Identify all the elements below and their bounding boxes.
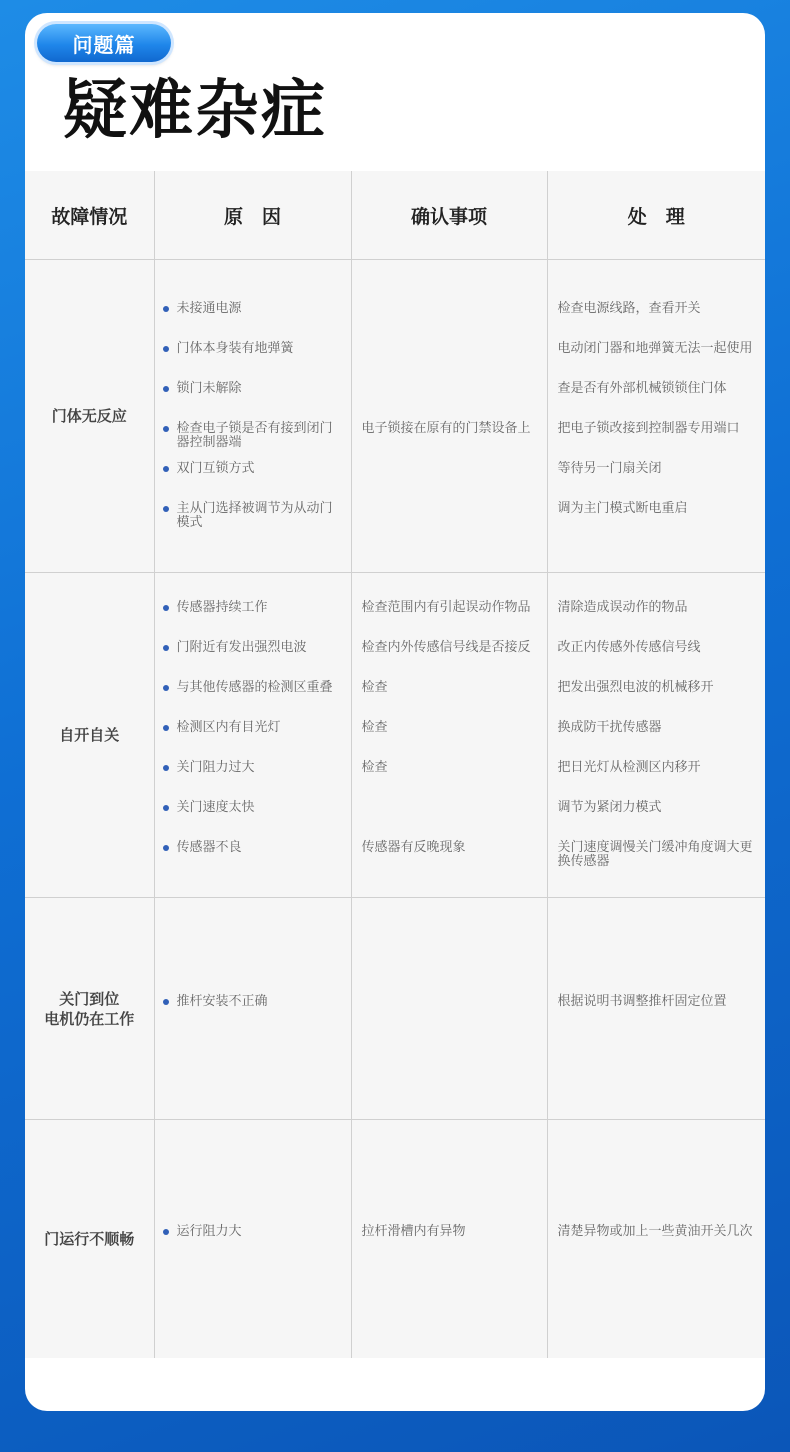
- page-title: 疑难杂症: [63, 74, 327, 148]
- fault-label: 电机仍在工作: [44, 1009, 135, 1028]
- bullet-icon: [163, 645, 169, 651]
- check-item: [362, 502, 541, 530]
- check-item: [362, 462, 541, 490]
- check-item: 检查: [361, 760, 388, 775]
- bullet-icon: [163, 426, 169, 432]
- cause-cell: [154, 260, 351, 573]
- bullet-icon: [163, 466, 169, 472]
- action-item: 检查电源线路，查看开关: [557, 301, 701, 316]
- cause-item: 传感器持续工作: [163, 601, 345, 629]
- action-item: 根据说明书调整推杆固定位置: [557, 993, 727, 1009]
- troubleshooting-table: [25, 171, 765, 1358]
- action-cell: [547, 573, 765, 898]
- cause-item: 推杆安装不正确: [163, 995, 345, 1023]
- cause-item: 关门速度太快: [163, 801, 345, 829]
- content-card: [25, 13, 765, 1411]
- check-item: 检查范围内有引起误动作物品: [361, 600, 531, 615]
- cause-cell: [154, 1120, 351, 1358]
- check-item: 拉杆滑槽内有异物: [361, 1223, 466, 1239]
- bullet-icon: [163, 306, 169, 312]
- cause-item: 双门互锁方式: [163, 462, 345, 490]
- bullet-icon: [163, 1229, 169, 1235]
- action-item: 清除造成误动作的物品: [557, 600, 688, 615]
- check-cell: [351, 573, 547, 898]
- cause-item: 关门阻力过大: [163, 761, 345, 789]
- column-header: 原 因: [154, 171, 351, 260]
- fault-label: 门运行不顺畅: [44, 1229, 135, 1248]
- action-cell: [547, 1120, 765, 1358]
- bullet-icon: [163, 845, 169, 851]
- cause-item: 检测区内有目光灯: [163, 721, 345, 749]
- column-header: 处 理: [547, 171, 765, 260]
- bullet-icon: [163, 386, 169, 392]
- check-item: [362, 302, 541, 330]
- table-row: [25, 573, 765, 898]
- action-item: 换成防干扰传感器: [557, 720, 662, 735]
- check-item: [362, 801, 541, 829]
- fault-cell: [25, 898, 154, 1120]
- bullet-icon: [163, 605, 169, 611]
- cause-item: 门附近有发出强烈电波: [163, 641, 345, 669]
- cause-item: 锁门未解除: [163, 382, 345, 410]
- action-cell: [547, 260, 765, 573]
- fault-label: 门体无反应: [51, 407, 127, 425]
- cause-item: 未接通电源: [163, 302, 345, 330]
- action-item: 把电子锁改接到控制器专用端口: [557, 421, 740, 436]
- cause-item: 传感器不良: [163, 841, 345, 869]
- section-tag: 问题篇: [37, 24, 171, 62]
- bullet-icon: [163, 685, 169, 691]
- action-item: 关门速度调慢关门缓冲角度调大更换传感器: [557, 840, 753, 869]
- fault-cell: [25, 573, 154, 898]
- action-item: 查是否有外部机械锁锁住门体: [557, 381, 727, 396]
- action-item: 把日光灯从检测区内移开: [557, 760, 701, 775]
- table-header-row: [25, 171, 765, 260]
- bullet-icon: [163, 506, 169, 512]
- action-item: 等待另一门扇关闭: [557, 461, 662, 476]
- fault-label: 自开自关: [59, 726, 120, 744]
- check-cell: [351, 1120, 547, 1358]
- bullet-icon: [163, 765, 169, 771]
- table-row: [25, 898, 765, 1120]
- bullet-icon: [163, 346, 169, 352]
- fault-cell: [25, 260, 154, 573]
- action-item: 改正内传感外传感信号线: [557, 640, 701, 655]
- check-item: 电子锁接在原有的门禁设备上: [361, 421, 531, 436]
- action-item: 电动闭门器和地弹簧无法一起使用: [557, 341, 753, 356]
- cause-cell: [154, 898, 351, 1120]
- table-row: [25, 1120, 765, 1358]
- action-item: 清楚异物或加上一些黄油开关几次: [557, 1223, 753, 1239]
- check-item: [362, 342, 541, 370]
- column-header: 故障情况: [25, 171, 154, 260]
- cause-item: 门体本身装有地弹簧: [163, 342, 345, 370]
- bullet-icon: [163, 725, 169, 731]
- bullet-icon: [163, 999, 169, 1005]
- fault-label: 关门到位: [59, 989, 120, 1008]
- cause-item: 运行阻力大: [163, 1225, 345, 1253]
- check-item: [362, 995, 541, 1023]
- bullet-icon: [163, 805, 169, 811]
- check-cell: [351, 260, 547, 573]
- action-item: 把发出强烈电波的机械移开: [557, 680, 714, 695]
- check-item: 检查内外传感信号线是否接反: [361, 640, 531, 655]
- cause-item: 主从门选择被调节为从动门模式: [163, 502, 345, 530]
- check-item: [362, 382, 541, 410]
- check-item: 传感器有反晚现象: [361, 840, 466, 855]
- action-item: 调节为紧闭力模式: [557, 800, 662, 815]
- action-cell: [547, 898, 765, 1120]
- cause-cell: [154, 573, 351, 898]
- check-cell: [351, 898, 547, 1120]
- cause-item: 与其他传感器的检测区重叠: [163, 681, 345, 709]
- check-item: 检查: [361, 680, 388, 695]
- action-item: 调为主门模式断电重启: [557, 501, 688, 516]
- fault-cell: [25, 1120, 154, 1358]
- column-header: 确认事项: [351, 171, 547, 260]
- table-row: [25, 260, 765, 573]
- cause-item: 检查电子锁是否有接到闭门器控制器端: [163, 422, 345, 450]
- check-item: 检查: [361, 720, 388, 735]
